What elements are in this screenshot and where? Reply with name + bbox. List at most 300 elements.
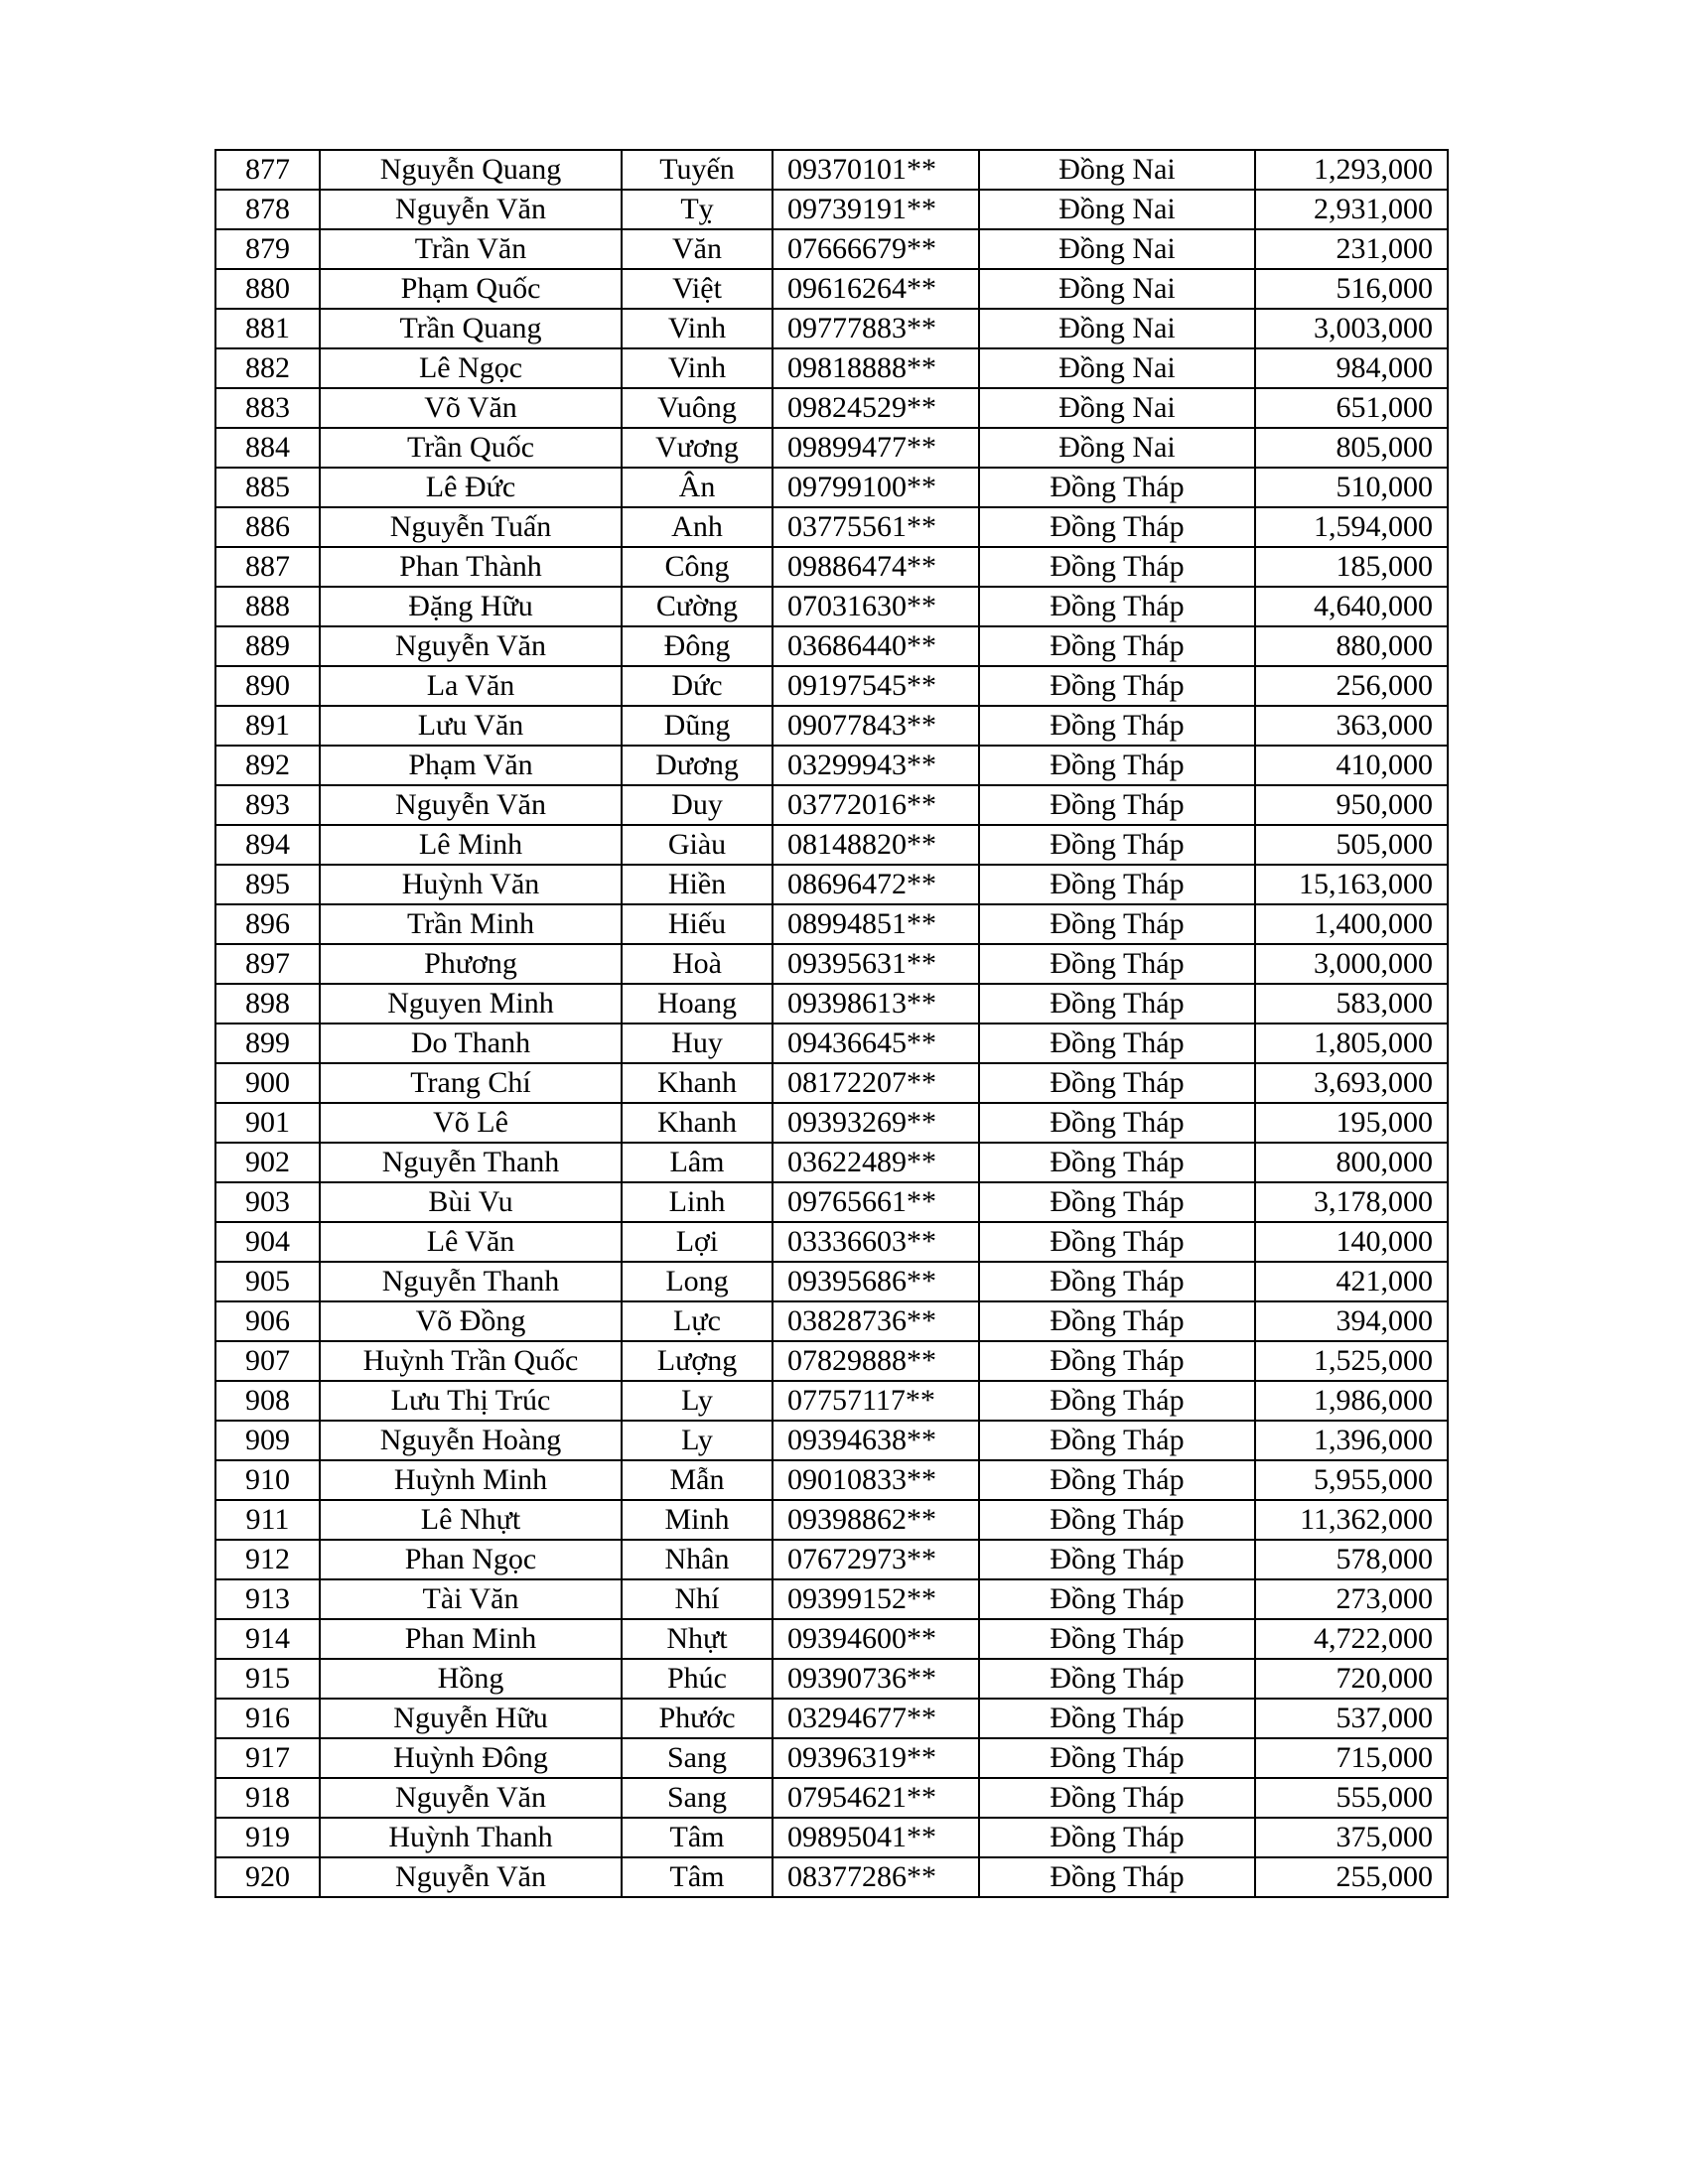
family-name-cell: Võ Đồng — [320, 1301, 622, 1341]
amount-cell: 255,000 — [1255, 1857, 1448, 1897]
family-name-cell: Phương — [320, 944, 622, 984]
amount-cell: 3,000,000 — [1255, 944, 1448, 984]
family-name-cell: Huỳnh Văn — [320, 865, 622, 904]
given-name-cell: Lực — [622, 1301, 773, 1341]
phone-cell: 09436645** — [773, 1024, 979, 1063]
given-name-cell: Khanh — [622, 1103, 773, 1143]
given-name-cell: Hiếu — [622, 904, 773, 944]
province-cell: Đồng Tháp — [979, 984, 1255, 1024]
amount-cell: 1,293,000 — [1255, 150, 1448, 190]
family-name-cell: Nguyễn Hoàng — [320, 1421, 622, 1460]
family-name-cell: La Văn — [320, 666, 622, 706]
amount-cell: 3,178,000 — [1255, 1182, 1448, 1222]
row-number-cell: 920 — [215, 1857, 320, 1897]
province-cell: Đồng Tháp — [979, 865, 1255, 904]
family-name-cell: Phạm Quốc — [320, 269, 622, 309]
amount-cell: 805,000 — [1255, 428, 1448, 468]
amount-cell: 195,000 — [1255, 1103, 1448, 1143]
family-name-cell: Huỳnh Đông — [320, 1738, 622, 1778]
province-cell: Đồng Tháp — [979, 1540, 1255, 1579]
row-number-cell: 877 — [215, 150, 320, 190]
table-row — [215, 269, 1448, 309]
family-name-cell: Phan Minh — [320, 1619, 622, 1659]
row-number-cell: 883 — [215, 388, 320, 428]
amount-cell: 3,693,000 — [1255, 1063, 1448, 1103]
table-row — [215, 547, 1448, 587]
row-number-cell: 892 — [215, 746, 320, 785]
family-name-cell: Lê Đức — [320, 468, 622, 507]
given-name-cell: Phước — [622, 1699, 773, 1738]
province-cell: Đồng Tháp — [979, 468, 1255, 507]
given-name-cell: Tâm — [622, 1857, 773, 1897]
row-number-cell: 894 — [215, 825, 320, 865]
row-number-cell: 882 — [215, 348, 320, 388]
amount-cell: 2,931,000 — [1255, 190, 1448, 229]
row-number-cell: 909 — [215, 1421, 320, 1460]
phone-cell: 09777883** — [773, 309, 979, 348]
phone-cell: 03299943** — [773, 746, 979, 785]
phone-cell: 03294677** — [773, 1699, 979, 1738]
province-cell: Đồng Nai — [979, 388, 1255, 428]
phone-cell: 09399152** — [773, 1579, 979, 1619]
row-number-cell: 901 — [215, 1103, 320, 1143]
given-name-cell: Việt — [622, 269, 773, 309]
row-number-cell: 887 — [215, 547, 320, 587]
province-cell: Đồng Nai — [979, 348, 1255, 388]
amount-cell: 421,000 — [1255, 1262, 1448, 1301]
amount-cell: 140,000 — [1255, 1222, 1448, 1262]
province-cell: Đồng Nai — [979, 428, 1255, 468]
row-number-cell: 918 — [215, 1778, 320, 1818]
given-name-cell: Sang — [622, 1778, 773, 1818]
amount-cell: 410,000 — [1255, 746, 1448, 785]
table-row — [215, 1222, 1448, 1262]
row-number-cell: 886 — [215, 507, 320, 547]
province-cell: Đồng Tháp — [979, 1024, 1255, 1063]
table-row — [215, 1301, 1448, 1341]
family-name-cell: Phan Ngọc — [320, 1540, 622, 1579]
amount-cell: 555,000 — [1255, 1778, 1448, 1818]
table-row — [215, 944, 1448, 984]
row-number-cell: 881 — [215, 309, 320, 348]
row-number-cell: 905 — [215, 1262, 320, 1301]
province-cell: Đồng Tháp — [979, 1818, 1255, 1857]
province-cell: Đồng Tháp — [979, 1063, 1255, 1103]
table-row — [215, 706, 1448, 746]
given-name-cell: Lợi — [622, 1222, 773, 1262]
given-name-cell: Hoà — [622, 944, 773, 984]
phone-cell: 07954621** — [773, 1778, 979, 1818]
family-name-cell: Nguyễn Văn — [320, 1857, 622, 1897]
table-row — [215, 1341, 1448, 1381]
given-name-cell: Tâm — [622, 1818, 773, 1857]
table-row — [215, 150, 1448, 190]
row-number-cell: 912 — [215, 1540, 320, 1579]
phone-cell: 08148820** — [773, 825, 979, 865]
province-cell: Đồng Tháp — [979, 1143, 1255, 1182]
given-name-cell: Ly — [622, 1381, 773, 1421]
row-number-cell: 907 — [215, 1341, 320, 1381]
phone-cell: 09395631** — [773, 944, 979, 984]
province-cell: Đồng Tháp — [979, 1381, 1255, 1421]
family-name-cell: Huỳnh Trần Quốc — [320, 1341, 622, 1381]
table-row — [215, 746, 1448, 785]
given-name-cell: Giàu — [622, 825, 773, 865]
given-name-cell: Minh — [622, 1500, 773, 1540]
table-row — [215, 1024, 1448, 1063]
table-row — [215, 626, 1448, 666]
table-row — [215, 190, 1448, 229]
table-row — [215, 865, 1448, 904]
given-name-cell: Dương — [622, 746, 773, 785]
amount-cell: 256,000 — [1255, 666, 1448, 706]
row-number-cell: 899 — [215, 1024, 320, 1063]
province-cell: Đồng Nai — [979, 190, 1255, 229]
phone-cell: 09616264** — [773, 269, 979, 309]
province-cell: Đồng Tháp — [979, 1341, 1255, 1381]
phone-cell: 09765661** — [773, 1182, 979, 1222]
row-number-cell: 884 — [215, 428, 320, 468]
phone-cell: 03686440** — [773, 626, 979, 666]
family-name-cell: Huỳnh Thanh — [320, 1818, 622, 1857]
province-cell: Đồng Tháp — [979, 1182, 1255, 1222]
amount-cell: 15,163,000 — [1255, 865, 1448, 904]
given-name-cell: Hiền — [622, 865, 773, 904]
table-row — [215, 1421, 1448, 1460]
amount-cell: 11,362,000 — [1255, 1500, 1448, 1540]
row-number-cell: 893 — [215, 785, 320, 825]
table-row — [215, 1659, 1448, 1699]
table-row — [215, 1381, 1448, 1421]
province-cell: Đồng Nai — [979, 309, 1255, 348]
row-number-cell: 914 — [215, 1619, 320, 1659]
amount-cell: 5,955,000 — [1255, 1460, 1448, 1500]
family-name-cell: Đặng Hữu — [320, 587, 622, 626]
province-cell: Đồng Nai — [979, 150, 1255, 190]
phone-cell: 09396319** — [773, 1738, 979, 1778]
table-row — [215, 1619, 1448, 1659]
province-cell: Đồng Tháp — [979, 825, 1255, 865]
amount-cell: 720,000 — [1255, 1659, 1448, 1699]
given-name-cell: Anh — [622, 507, 773, 547]
table-row — [215, 1143, 1448, 1182]
amount-cell: 273,000 — [1255, 1579, 1448, 1619]
family-name-cell: Lê Ngọc — [320, 348, 622, 388]
amount-cell: 1,396,000 — [1255, 1421, 1448, 1460]
amount-cell: 1,400,000 — [1255, 904, 1448, 944]
phone-cell: 07829888** — [773, 1341, 979, 1381]
province-cell: Đồng Tháp — [979, 1579, 1255, 1619]
province-cell: Đồng Tháp — [979, 1460, 1255, 1500]
family-name-cell: Phan Thành — [320, 547, 622, 587]
row-number-cell: 902 — [215, 1143, 320, 1182]
row-number-cell: 919 — [215, 1818, 320, 1857]
family-name-cell: Nguyen Minh — [320, 984, 622, 1024]
family-name-cell: Nguyễn Quang — [320, 150, 622, 190]
family-name-cell: Nguyễn Văn — [320, 785, 622, 825]
phone-cell: 08696472** — [773, 865, 979, 904]
given-name-cell: Công — [622, 547, 773, 587]
province-cell: Đồng Tháp — [979, 706, 1255, 746]
family-name-cell: Lê Minh — [320, 825, 622, 865]
given-name-cell: Linh — [622, 1182, 773, 1222]
given-name-cell: Tuyến — [622, 150, 773, 190]
province-cell: Đồng Tháp — [979, 547, 1255, 587]
given-name-cell: Lượng — [622, 1341, 773, 1381]
phone-cell: 09799100** — [773, 468, 979, 507]
family-name-cell: Võ Văn — [320, 388, 622, 428]
family-name-cell: Bùi Vu — [320, 1182, 622, 1222]
phone-cell: 08994851** — [773, 904, 979, 944]
given-name-cell: Dũng — [622, 706, 773, 746]
table-row — [215, 1262, 1448, 1301]
amount-cell: 375,000 — [1255, 1818, 1448, 1857]
family-name-cell: Nguyễn Tuấn — [320, 507, 622, 547]
row-number-cell: 878 — [215, 190, 320, 229]
amount-cell: 583,000 — [1255, 984, 1448, 1024]
phone-cell: 09824529** — [773, 388, 979, 428]
amount-cell: 510,000 — [1255, 468, 1448, 507]
phone-cell: 09390736** — [773, 1659, 979, 1699]
phone-cell: 09393269** — [773, 1103, 979, 1143]
given-name-cell: Ân — [622, 468, 773, 507]
family-name-cell: Lê Nhựt — [320, 1500, 622, 1540]
given-name-cell: Nhí — [622, 1579, 773, 1619]
family-name-cell: Trần Minh — [320, 904, 622, 944]
given-name-cell: Vinh — [622, 348, 773, 388]
province-cell: Đồng Tháp — [979, 626, 1255, 666]
family-name-cell: Nguyễn Văn — [320, 190, 622, 229]
amount-cell: 1,525,000 — [1255, 1341, 1448, 1381]
phone-cell: 09398862** — [773, 1500, 979, 1540]
phone-cell: 03828736** — [773, 1301, 979, 1341]
amount-cell: 1,805,000 — [1255, 1024, 1448, 1063]
row-number-cell: 890 — [215, 666, 320, 706]
table-row — [215, 1778, 1448, 1818]
table-row — [215, 388, 1448, 428]
family-name-cell: Nguyễn Thanh — [320, 1143, 622, 1182]
table-row — [215, 904, 1448, 944]
row-number-cell: 915 — [215, 1659, 320, 1699]
row-number-cell: 879 — [215, 229, 320, 269]
given-name-cell: Sang — [622, 1738, 773, 1778]
family-name-cell: Hồng — [320, 1659, 622, 1699]
given-name-cell: Khanh — [622, 1063, 773, 1103]
phone-cell: 09899477** — [773, 428, 979, 468]
phone-cell: 09010833** — [773, 1460, 979, 1500]
phone-cell: 03622489** — [773, 1143, 979, 1182]
province-cell: Đồng Tháp — [979, 1500, 1255, 1540]
amount-cell: 578,000 — [1255, 1540, 1448, 1579]
family-name-cell: Lê Văn — [320, 1222, 622, 1262]
amount-cell: 1,986,000 — [1255, 1381, 1448, 1421]
given-name-cell: Vuông — [622, 388, 773, 428]
phone-cell: 07666679** — [773, 229, 979, 269]
province-cell: Đồng Tháp — [979, 1301, 1255, 1341]
table-row — [215, 1857, 1448, 1897]
phone-cell: 09077843** — [773, 706, 979, 746]
table-row — [215, 1103, 1448, 1143]
table-row — [215, 1500, 1448, 1540]
phone-cell: 09395686** — [773, 1262, 979, 1301]
row-number-cell: 880 — [215, 269, 320, 309]
given-name-cell: Dức — [622, 666, 773, 706]
province-cell: Đồng Nai — [979, 269, 1255, 309]
family-name-cell: Phạm Văn — [320, 746, 622, 785]
table-row — [215, 785, 1448, 825]
row-number-cell: 908 — [215, 1381, 320, 1421]
amount-cell: 185,000 — [1255, 547, 1448, 587]
family-name-cell: Nguyễn Hữu — [320, 1699, 622, 1738]
given-name-cell: Ly — [622, 1421, 773, 1460]
table-row — [215, 1063, 1448, 1103]
table-row — [215, 1540, 1448, 1579]
row-number-cell: 896 — [215, 904, 320, 944]
family-name-cell: Võ Lê — [320, 1103, 622, 1143]
given-name-cell: Huy — [622, 1024, 773, 1063]
province-cell: Đồng Tháp — [979, 785, 1255, 825]
row-number-cell: 904 — [215, 1222, 320, 1262]
phone-cell: 09394638** — [773, 1421, 979, 1460]
family-name-cell: Trần Quang — [320, 309, 622, 348]
table-row — [215, 1699, 1448, 1738]
given-name-cell: Vinh — [622, 309, 773, 348]
family-name-cell: Nguyễn Văn — [320, 1778, 622, 1818]
row-number-cell: 891 — [215, 706, 320, 746]
phone-cell: 09886474** — [773, 547, 979, 587]
amount-cell: 505,000 — [1255, 825, 1448, 865]
table-row — [215, 468, 1448, 507]
amount-cell: 3,003,000 — [1255, 309, 1448, 348]
row-number-cell: 906 — [215, 1301, 320, 1341]
given-name-cell: Lâm — [622, 1143, 773, 1182]
given-name-cell: Tỵ — [622, 190, 773, 229]
phone-cell: 09398613** — [773, 984, 979, 1024]
province-cell: Đồng Tháp — [979, 587, 1255, 626]
province-cell: Đồng Tháp — [979, 1262, 1255, 1301]
family-name-cell: Lưu Văn — [320, 706, 622, 746]
given-name-cell: Nhân — [622, 1540, 773, 1579]
amount-cell: 363,000 — [1255, 706, 1448, 746]
province-cell: Đồng Tháp — [979, 507, 1255, 547]
row-number-cell: 911 — [215, 1500, 320, 1540]
family-name-cell: Nguyễn Văn — [320, 626, 622, 666]
row-number-cell: 916 — [215, 1699, 320, 1738]
given-name-cell: Cường — [622, 587, 773, 626]
province-cell: Đồng Tháp — [979, 1699, 1255, 1738]
phone-cell: 08377286** — [773, 1857, 979, 1897]
phone-cell: 03336603** — [773, 1222, 979, 1262]
row-number-cell: 917 — [215, 1738, 320, 1778]
row-number-cell: 895 — [215, 865, 320, 904]
row-number-cell: 900 — [215, 1063, 320, 1103]
family-name-cell: Trần Quốc — [320, 428, 622, 468]
province-cell: Đồng Tháp — [979, 1222, 1255, 1262]
row-number-cell: 913 — [215, 1579, 320, 1619]
recipient-table — [214, 149, 1449, 1898]
family-name-cell: Trang Chí — [320, 1063, 622, 1103]
phone-cell: 09370101** — [773, 150, 979, 190]
table-row — [215, 1460, 1448, 1500]
province-cell: Đồng Tháp — [979, 1659, 1255, 1699]
given-name-cell: Nhựt — [622, 1619, 773, 1659]
table-row — [215, 587, 1448, 626]
province-cell: Đồng Tháp — [979, 1421, 1255, 1460]
phone-cell: 09818888** — [773, 348, 979, 388]
province-cell: Đồng Tháp — [979, 1619, 1255, 1659]
row-number-cell: 898 — [215, 984, 320, 1024]
province-cell: Đồng Tháp — [979, 944, 1255, 984]
table-row — [215, 507, 1448, 547]
amount-cell: 800,000 — [1255, 1143, 1448, 1182]
amount-cell: 950,000 — [1255, 785, 1448, 825]
amount-cell: 4,722,000 — [1255, 1619, 1448, 1659]
row-number-cell: 885 — [215, 468, 320, 507]
family-name-cell: Lưu Thị Trúc — [320, 1381, 622, 1421]
family-name-cell: Do Thanh — [320, 1024, 622, 1063]
family-name-cell: Tài Văn — [320, 1579, 622, 1619]
amount-cell: 537,000 — [1255, 1699, 1448, 1738]
table-row — [215, 428, 1448, 468]
amount-cell: 4,640,000 — [1255, 587, 1448, 626]
phone-cell: 07031630** — [773, 587, 979, 626]
table-row — [215, 825, 1448, 865]
given-name-cell: Mẫn — [622, 1460, 773, 1500]
table-row — [215, 309, 1448, 348]
province-cell: Đồng Tháp — [979, 746, 1255, 785]
province-cell: Đồng Tháp — [979, 1103, 1255, 1143]
family-name-cell: Nguyễn Thanh — [320, 1262, 622, 1301]
province-cell: Đồng Tháp — [979, 666, 1255, 706]
amount-cell: 880,000 — [1255, 626, 1448, 666]
amount-cell: 394,000 — [1255, 1301, 1448, 1341]
amount-cell: 1,594,000 — [1255, 507, 1448, 547]
table-row — [215, 1818, 1448, 1857]
phone-cell: 07672973** — [773, 1540, 979, 1579]
phone-cell: 08172207** — [773, 1063, 979, 1103]
family-name-cell: Trần Văn — [320, 229, 622, 269]
table-row — [215, 666, 1448, 706]
phone-cell: 03775561** — [773, 507, 979, 547]
row-number-cell: 888 — [215, 587, 320, 626]
given-name-cell: Đông — [622, 626, 773, 666]
province-cell: Đồng Tháp — [979, 1738, 1255, 1778]
table-row — [215, 229, 1448, 269]
phone-cell: 09895041** — [773, 1818, 979, 1857]
given-name-cell: Vương — [622, 428, 773, 468]
row-number-cell: 889 — [215, 626, 320, 666]
phone-cell: 07757117** — [773, 1381, 979, 1421]
amount-cell: 984,000 — [1255, 348, 1448, 388]
table-row — [215, 1579, 1448, 1619]
amount-cell: 715,000 — [1255, 1738, 1448, 1778]
province-cell: Đồng Tháp — [979, 1857, 1255, 1897]
recipient-table-body — [215, 150, 1448, 1897]
given-name-cell: Hoang — [622, 984, 773, 1024]
given-name-cell: Long — [622, 1262, 773, 1301]
given-name-cell: Phúc — [622, 1659, 773, 1699]
amount-cell: 231,000 — [1255, 229, 1448, 269]
amount-cell: 516,000 — [1255, 269, 1448, 309]
amount-cell: 651,000 — [1255, 388, 1448, 428]
phone-cell: 09739191** — [773, 190, 979, 229]
phone-cell: 09394600** — [773, 1619, 979, 1659]
province-cell: Đồng Tháp — [979, 904, 1255, 944]
phone-cell: 03772016** — [773, 785, 979, 825]
table-row — [215, 1738, 1448, 1778]
province-cell: Đồng Tháp — [979, 1778, 1255, 1818]
given-name-cell: Văn — [622, 229, 773, 269]
